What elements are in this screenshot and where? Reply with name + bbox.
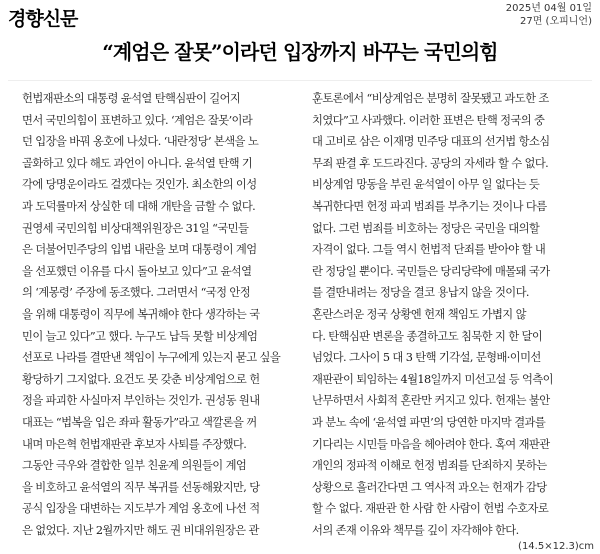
- article-text-line: 그동안 극우와 결합한 일부 친윤계 의원들이 계엄: [22, 459, 247, 473]
- article-text-line: 난무하면서 사회적 혼란만 커지고 있다. 헌재는 불안: [312, 394, 550, 408]
- article-text-line: 자격이 없다. 그들 역시 헌법적 단죄를 받아야 할 내: [312, 243, 546, 257]
- article-text-line: 을 선포했던 이유를 다시 돌아보고 있다”고 윤석열: [22, 264, 252, 278]
- page-section: 27면 (오피니언): [519, 16, 592, 27]
- article-text-line: 혼란스러운 정국 상황엔 헌재 책임도 가볍지 않: [312, 307, 526, 321]
- article-text-line: 헌법재판소의 대통령 윤석열 탄핵심판이 길어지: [22, 92, 241, 105]
- article-text-line: 민이 늘고 있다”고 했다. 누구도 납득 못할 비상계엄: [22, 329, 258, 343]
- article-text-line: 를 결딴내려는 정당을 결코 용납지 않을 것이다.: [312, 286, 529, 300]
- article-text-line: 권영세 국민의힘 비상대책위원장은 31일 “국민들: [22, 221, 249, 235]
- article-text-line: 대 고비로 삼은 이재명 민주당 대표의 선거법 항소심: [312, 135, 550, 149]
- article-size-note: (14.5×12.3)cm: [518, 541, 594, 552]
- article-text-line: 재판관이 퇴임하는 4월18일까지 미선고설 등 억측이: [312, 372, 553, 386]
- article-column-right: [312, 88, 580, 541]
- article-text-line: 넘었다. 그사이 5 대 3 탄핵 기각설, 문형배·이미선: [312, 351, 541, 365]
- article-text-line: 무죄 판결 후 도드라진다. 공당의 자세라 할 수 없다.: [312, 156, 549, 170]
- masthead: [0, 0, 600, 30]
- article-text-line: 은 더불어민주당의 입법 내란을 보며 대통령이 계엄: [22, 243, 257, 257]
- article-text-line: 선포로 나라를 결딴낸 책임이 누구에게 있는지 묻고 싶을: [22, 351, 281, 365]
- article-text-line: 각에 당명운이라도 걸겠다는 것인가. 최소한의 이성: [22, 178, 257, 192]
- newspaper-logo: 경향신문: [8, 8, 78, 30]
- article-text-line: 기다리는 시민들 마음을 헤아려야 한다. 혹여 재판관: [312, 437, 550, 451]
- date-info: [506, 2, 592, 28]
- article-text-line: 면서 국민의힘이 표변하고 있다. ‘계엄은 잘못’이라: [22, 113, 253, 127]
- article-text-line: 개인의 정파적 이해로 헌정 범죄를 단죄하지 못하는: [312, 459, 547, 473]
- article-text-line: 의 ‘계몽령’ 주장에 동조했다. 그러면서 “국정 안정: [22, 286, 251, 300]
- article-text-line: 훈토론에서 “비상계엄은 분명히 잘못됐고 과도한 조: [312, 92, 549, 105]
- article-text-line: 을 비호하고 윤석열의 직무 복귀를 선동해왔지만, 당: [22, 480, 260, 494]
- article-text-line: 내며 마은혁 헌법재판관 후보자 사퇴를 주장했다.: [22, 437, 247, 451]
- article-text-line: 란 정당일 뿐이다. 국민들은 당리당략에 매몰돼 국가: [312, 264, 550, 278]
- article-text-line: 상황으로 흘러간다면 그 역사적 과오는 헌재가 감당: [312, 480, 547, 494]
- publication-date: 2025년 04월 01일: [505, 3, 592, 14]
- article-text-line: 은 없었다. 지난 2월까지만 해도 권 비대위원장은 관: [22, 523, 259, 537]
- article-text-line: 대표는 “법복을 입은 좌파 활동가”라고 색깔론을 꺼: [22, 415, 257, 429]
- article-column-left: [22, 88, 290, 541]
- article-text-line: 과 도덕률마저 상실한 데 대해 개탄을 금할 수 없다.: [22, 199, 256, 213]
- divider: [8, 80, 592, 81]
- article-text-line: 서의 존재 이유와 책무를 깊이 자각해야 한다.: [312, 523, 519, 537]
- article-text-line: 정을 파괴한 사실마저 부인하는 것인가. 권성동 원내: [22, 394, 260, 408]
- article-text-line: 비상계엄 망동을 부린 윤석열이 아무 일 없다는 듯: [312, 178, 540, 192]
- article-text-line: 할 수 없다. 재판관 한 사람 한 사람이 헌법 수호자로: [312, 502, 549, 516]
- article-text-line: 복귀한다면 헌정 파괴 범죄를 부추기는 것이나 다름: [312, 199, 547, 213]
- article-text-line: 치였다”고 사과했다. 이러한 표변은 탄핵 정국의 중: [312, 113, 545, 127]
- article-text-line: 공식 입장을 대변하는 지도부가 계엄 옹호에 나선 적: [22, 502, 260, 516]
- article-text-line: 황당하기 그지없다. 요건도 못 갖춘 비상계엄으로 헌: [22, 372, 260, 386]
- article-text-line: 던 입장을 바꿔 옹호에 나섰다. ‘내란정당’ 본색을 노: [22, 135, 259, 149]
- article-text-line: 다. 탄핵심판 변론을 종결하고도 침묵한 지 한 달이: [312, 329, 543, 343]
- article-text-line: 골화하고 있다 해도 과언이 아니다. 윤석열 탄핵 기: [22, 156, 253, 170]
- article-headline: “계엄은 잘못”이라던 입장까지 바꾸는 국민의힘: [102, 40, 498, 64]
- article-text-line: 과 분노 속에 ‘윤석열 파면’의 당연한 마지막 결과를: [312, 415, 546, 429]
- article-text-line: 을 위해 대통령이 직무에 복귀해야 한다 생각하는 국: [22, 307, 260, 321]
- article-text-line: 없다. 그런 범죄를 비호하는 정당은 국민을 대의할: [312, 221, 540, 235]
